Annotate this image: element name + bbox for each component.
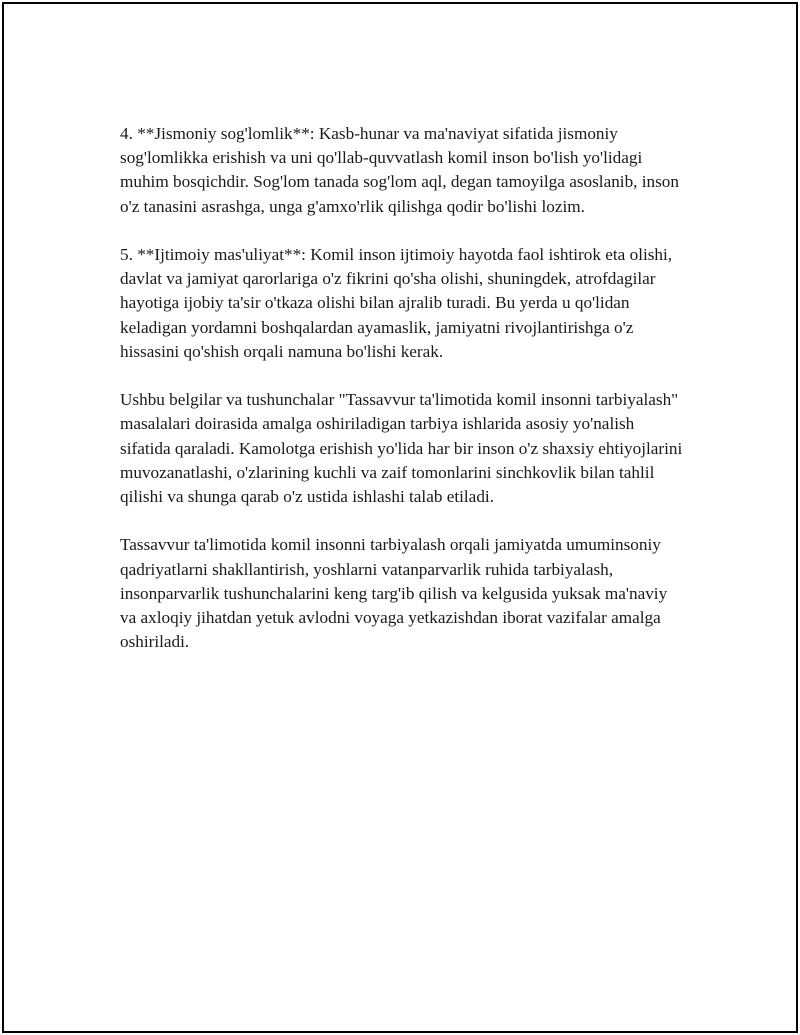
- document-body: [120, 122, 685, 679]
- document-page: [2, 2, 798, 1033]
- paragraph-social-responsibility: 5. **Ijtimoiy mas'uliyat**: Komil inson ijtimoiy hayotda faol ishtirok eta olishi, davlat va jamiyat qarorlariga o'z fikrini qo'sha olishi, shuningdek, atrofdagilar hayotiga ijobiy ta'sir o'tkaza olishi bilan ajralib turadi. Bu yerda u qo'lidan keladigan yordamni boshqalardan ayamaslik, jamiyatni rivojlantirishga o'z hissasini qo'shish orqali namuna bo'lishi kerak.: [120, 245, 673, 361]
- paragraph-physical-health: 4. **Jismoniy sog'lomlik**: Kasb-hunar va ma'naviyat sifatida jismoniy sog'lomlikka erishish va uni qo'llab-quvvatlash komil inson bo'lish yo'lidagi muhim bosqichdir. Sog'lom tanada sog'lom aql, degan tamoyilga asoslanib, inson o'z tanasini asrashga, unga g'amxo'rlik qilishga qodir bo'lishi lozim.: [120, 124, 679, 216]
- paragraph-signs-and-concepts: Ushbu belgilar va tushunchalar "Tassavvur ta'limotida komil insonni tarbiyalash" masalalari doirasida amalga oshiriladigan tarbiya ishlarida asosiy yo'nalish sifatida qaraladi. Kamolotga erishish yo'lida har bir inson o'z shaxsiy ehtiyojlarini muvozanatlashi, o'zlarining kuchli va zaif tomonlarini sinchkovlik bilan tahlil qilishi va shunga qarab o'z ustida ishlashi talab etiladi.: [120, 390, 683, 507]
- paragraph-conclusion: Tassavvur ta'limotida komil insonni tarbiyalash orqali jamiyatda umuminsoniy qadriyatlarni shakllantirish, yoshlarni vatanparvarlik ruhida tarbiyalash, insonparvarlik tushunchalarini keng targ'ib qilish va kelgusida yuksak ma'naviy va axloqiy jihatdan yetuk avlodni voyaga yetkazishdan iborat vazifalar amalga oshiriladi.: [120, 535, 668, 652]
